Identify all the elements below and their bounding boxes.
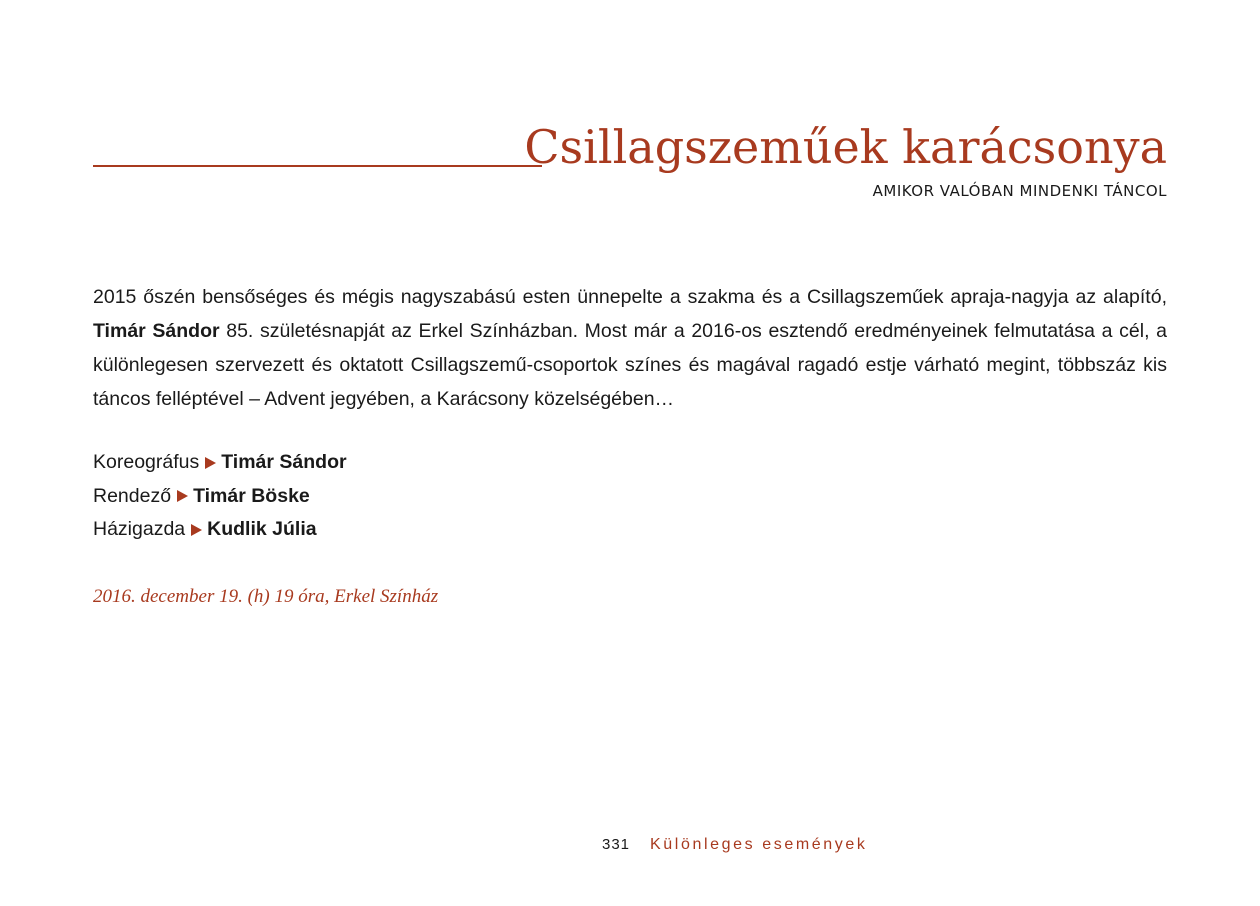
credit-role: Koreográfus [93, 451, 200, 473]
triangle-right-icon [177, 490, 188, 502]
credit-name: Kudlik Júlia [207, 518, 317, 540]
event-date-location: 2016. december 19. (h) 19 óra, Erkel Színház [93, 586, 439, 607]
page-number: 331 [602, 836, 631, 853]
credit-row-director [93, 480, 347, 514]
page-subtitle: AMIKOR VALÓBAN MINDENKI TÁNCOL [872, 182, 1167, 200]
credit-name: Timár Böske [193, 484, 310, 507]
triangle-right-icon [191, 524, 202, 536]
credit-role: Rendező [93, 484, 172, 507]
founder-name: Timár Sándor [93, 320, 220, 342]
credits-list [93, 446, 347, 547]
triangle-right-icon [205, 457, 216, 469]
header-rule [93, 165, 542, 167]
credit-row-choreographer [93, 446, 347, 480]
description-intro: 2015 őszén bensőséges és mégis nagyszabású esten ünnepelte a szakma és a Csillagszeműek apraja-nagyja az alapító, [93, 286, 1167, 308]
credit-role: Házigazda [93, 518, 186, 540]
section-name: Különleges események [650, 836, 868, 853]
page-header [93, 118, 1167, 218]
event-description [93, 280, 1167, 416]
page-title: Csillagszeműek karácsonya [524, 120, 1167, 174]
page-footer [602, 836, 867, 854]
description-rest: 85. születésnapját az Erkel Színházban. Most már a 2016-os esztendő eredményeinek felmutatása a cél, a különlegesen szervezett és oktatott Csillagszemű-csoportok színes és magával ragadó estje várható megint, többszáz kis táncos felléptével – Advent jegyében, a Karácsony közelségében… [93, 320, 1167, 410]
credit-name: Timár Sándor [221, 451, 347, 473]
credit-row-host [93, 513, 347, 547]
